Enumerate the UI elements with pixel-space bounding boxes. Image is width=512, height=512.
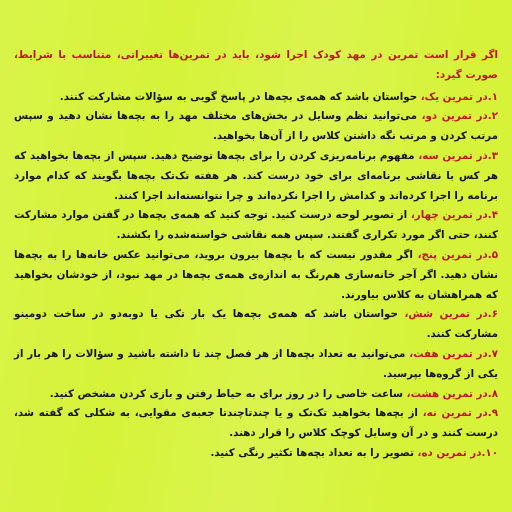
- intro-paragraph: اگر قرار است تمرین در مهد کودک اجرا شود، باید در تمرین‌ها تغییراتی، متناسب با شرایط، صورت گیرد:: [14, 49, 498, 81]
- item-text: مفهوم برنامه‌ریزی کردن را برای بچه‌ها توضیح دهید. سپس از بچه‌ها بخواهید که هر کس با نقاشی برنامه‌ای برای خود درست کند. هر هفته تک‌تک بچه‌ها بگویند که کدام موارد برنامه را اجرا کرده‌اند و کدامش را اجرا نکرده‌اند و چرا نتوانسته‌اند اجرا کنند.: [14, 149, 498, 202]
- item-label: در تمرین چهار،: [410, 209, 488, 222]
- item-label: در تمرین نه،: [422, 407, 488, 420]
- item-text: می‌توانید به تعداد بچه‌ها از هر فصل چند تا داشته باشید و سؤالات را هر بار از یکی از گروه‌ها بپرسید.: [14, 347, 498, 380]
- item-label: در تمرین پنج،: [417, 248, 488, 261]
- list-item: [14, 107, 498, 147]
- item-number: ۱.: [487, 90, 498, 103]
- list-item: [14, 385, 498, 405]
- list-item: [14, 444, 498, 464]
- item-label: در تمرین سه،: [418, 149, 488, 162]
- item-label: در تمرین یک،: [420, 90, 488, 103]
- item-label: در تمرین ده،: [417, 446, 482, 459]
- item-label: در تمرین هشت،: [406, 387, 488, 400]
- item-text: تصویر را به تعداد بچه‌ها تکثیر رنگی کنید.: [210, 446, 418, 459]
- list-item: [14, 345, 498, 385]
- item-text: حواستان باشد که همه‌ی بچه‌ها در پاسخ گویی به سؤالات مشارکت کنند.: [59, 90, 421, 103]
- item-number: ۹.: [487, 407, 498, 420]
- item-number: ۱۰.: [481, 446, 498, 459]
- list-item: [14, 147, 498, 206]
- list-item: [14, 305, 498, 345]
- item-number: ۷.: [487, 347, 498, 360]
- list-item: [14, 206, 498, 246]
- item-text: ساعت خاصی را در روز برای به حیاط رفتن و بازی کردن مشخص کنید.: [49, 387, 407, 400]
- item-number: ۸.: [487, 387, 498, 400]
- list-item: [14, 88, 498, 108]
- item-text: از تصویر لوحه درست کنید. توجه کنید که همه‌ی بچه‌ها در گفتن موارد مشارکت کنند، حتی اگر مورد تکراری گفتند. سپس همه نقاشی خواسته‌شده را بکشند.: [14, 209, 498, 242]
- item-number: ۵.: [487, 248, 498, 261]
- item-number: ۳.: [487, 149, 498, 162]
- item-label: در تمرین شش،: [404, 308, 488, 321]
- item-text: از بچه‌ها بخواهید تک‌تک و یا چندتا‌چندتا جعبه‌ی مقوایی، به شکلی که گفته شد، درست کنند و در آن وسایل کوچک کلاس را قرار دهند.: [14, 407, 498, 440]
- item-number: ۲.: [487, 110, 498, 123]
- item-number: ۴.: [487, 209, 498, 222]
- item-text: اگر مقدور نیست که با بچه‌ها بیرون بروید، می‌توانید عکس خانه‌ها را به بچه‌ها نشان دهید. اگر آجر خانه‌سازی هم‌رنگ به اندازه‌ی همه‌ی بچه‌ها در مهد نبود، از خودشان بخواهید که همراهشان به کلاس بیاورند.: [14, 248, 498, 301]
- item-label: در تمرین هفت،: [409, 347, 488, 360]
- list-item: [14, 404, 498, 444]
- item-text: حواستان باشد که همه‌ی بچه‌ها یک بار تکی یا دوبه‌دو در ساخت دومینو مشارکت کنند.: [14, 308, 498, 341]
- list-item: [14, 246, 498, 305]
- item-text: می‌توانید نظم وسایل در بخش‌های مختلف مهد را به بچه‌ها نشان دهید و سپس مرتب کردن و مرتب نگه داشتن کلاس را از آن‌ها بخواهید.: [14, 110, 498, 143]
- item-number: ۶.: [487, 308, 498, 321]
- item-label: در تمرین دو،: [421, 110, 488, 123]
- document-body: [14, 46, 498, 464]
